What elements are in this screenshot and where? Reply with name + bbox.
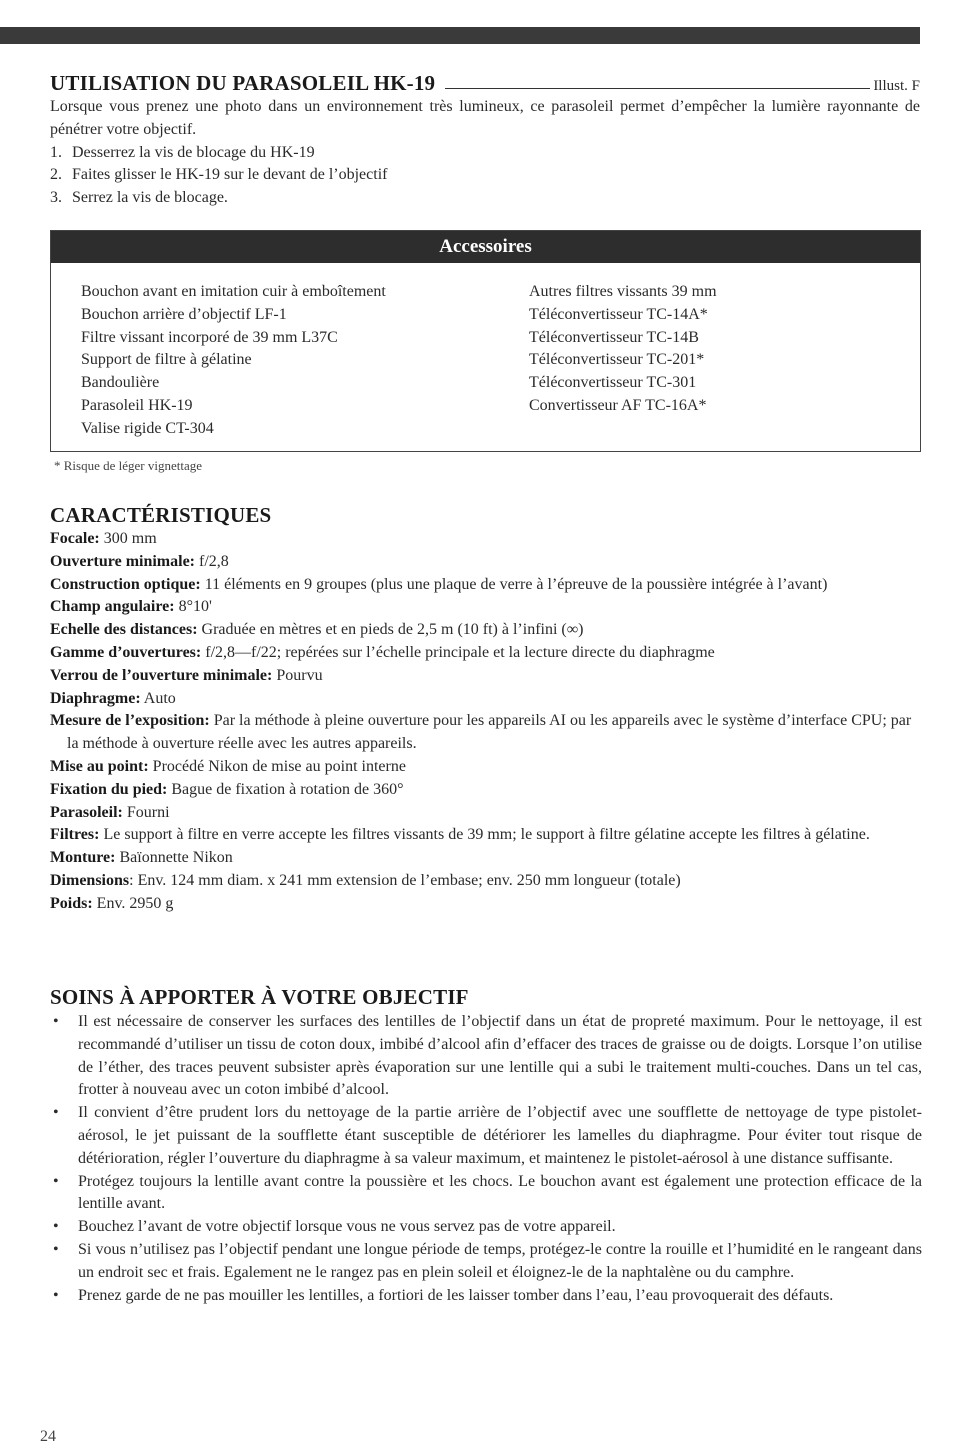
spec-row: Echelle des distances: Graduée en mètres et en pieds de 2,5 m (10 ft) à l’infini (∞) <box>50 621 584 639</box>
step-item: 2. Faites glisser le HK-19 sur le devant de l’objectif <box>50 166 388 184</box>
intro-paragraph: Lorsque vous prenez une photo dans un environnement très lumineux, ce parasoleil permet d’empêcher la lumière rayonnante de pénétrer votre objectif. <box>50 98 920 138</box>
bullet-icon: • <box>53 1104 59 1122</box>
spec-row: Parasoleil: Fourni <box>50 803 170 821</box>
list-item: Téléconvertisseur TC-14B <box>529 328 699 346</box>
list-item: • Il convient d’être prudent lors du nettoyage de la partie arrière de l’objectif avec une soufflette de nettoyage de type pistolet-aérosol, le jet puissant de la soufflette étant susceptible de détériorer les lamelles du diaphragme. Pour éviter tout risque de détérioration, régler l’ouverture du diaphragme à sa valeur maximum, et maintenez le pistolet-aérosol à une distance suffisante. <box>50 1102 922 1170</box>
spec-row: Poids: Env. 2950 g <box>50 894 174 912</box>
list-item: Téléconvertisseur TC-201* <box>529 351 705 369</box>
section-lens-hood-heading <box>50 70 920 96</box>
list-item: Autres filtres vissants 39 mm <box>529 283 717 300</box>
list-item: • Bouchez l’avant de votre objectif lorsque vous ne vous servez pas de votre appareil. <box>50 1216 922 1239</box>
list-item: Bandoulière <box>81 374 160 392</box>
list-item: Support de filtre à gélatine <box>81 351 252 369</box>
header-bar <box>0 27 920 44</box>
spec-row: Monture: Baïonnette Nikon <box>50 849 233 867</box>
spec-row: Diaphragme: Auto <box>50 689 176 707</box>
bullet-icon: • <box>53 1240 59 1258</box>
spec-row: Mesure de l’exposition: Par la méthode à pleine ouverture pour les appareils AI ou les appareils avec le système d’interface CPU; par la méthode à ouverture réelle avec les autres appareils. <box>50 712 912 753</box>
accessories-column-right <box>529 281 920 441</box>
accessories-box <box>50 230 921 452</box>
page-number: 24 <box>40 1428 56 1445</box>
list-item: Téléconvertisseur TC-301 <box>529 374 697 392</box>
vignetting-footnote: * Risque de léger vignettage <box>54 458 203 473</box>
section-lens-hood <box>50 70 920 210</box>
illustration-reference: Illust. F <box>873 78 920 94</box>
list-item: Filtre vissant incorporé de 39 mm L37C <box>81 328 338 346</box>
list-item: Convertisseur AF TC-16A* <box>529 396 707 414</box>
list-item: Valise rigide CT-304 <box>81 419 214 437</box>
list-item: Parasoleil HK-19 <box>81 396 193 414</box>
spec-row: Champ angulaire: 8°10' <box>50 598 212 616</box>
spec-row: Focale: 300 mm <box>50 530 157 547</box>
section-lens-care <box>50 984 922 1307</box>
spec-row: Dimensions: Env. 124 mm diam. x 241 mm extension de l’embase; env. 250 mm longueur (totale) <box>50 871 681 889</box>
heading-rule <box>445 88 870 89</box>
accessories-title: Accessoires <box>51 231 920 263</box>
spec-row: Filtres: Le support à filtre en verre accepte les filtres vissants de 39 mm; le support à filtre gélatine accepte les filtres à gélatine. <box>50 826 870 844</box>
bullet-icon: • <box>53 1286 59 1304</box>
list-item: Bouchon arrière d’objectif LF-1 <box>81 305 287 323</box>
list-item: • Il est nécessaire de conserver les surfaces des lentilles de l’objectif dans un état de propreté maximum. Pour le nettoyage, il est recommandé d’utiliser un tissu de coton doux, imbibé d’alcool afin d’effacer des traces de graisse ou de doigts. Lorsque l’on utilise de l’éther, des traces peuvent subsister après évaporation sur une lentille qui a subi le traitement multi-couches. Dans un tel cas, frotter à nouveau avec un coton imbibé d’alcool. <box>50 1011 922 1102</box>
bullet-icon: • <box>53 1172 59 1190</box>
list-item: • Prenez garde de ne pas mouiller les lentilles, a fortiori de les laisser tomber dans l’eau, l’eau provoquerait des défauts. <box>50 1285 922 1308</box>
bullet-icon: • <box>53 1218 59 1236</box>
list-item: • Protégez toujours la lentille avant contre la poussière et les chocs. Le bouchon avant est également une protection efficace de la lentille avant. <box>50 1171 922 1217</box>
spec-row: Verrou de l’ouverture minimale: Pourvu <box>50 666 323 684</box>
step-item: 1. Desserrez la vis de blocage du HK-19 <box>50 143 315 161</box>
spec-row: Fixation du pied: Bague de fixation à rotation de 360° <box>50 780 404 798</box>
list-item: Téléconvertisseur TC-14A* <box>529 305 708 323</box>
spec-row: Gamme d’ouvertures: f/2,8—f/22; repérées sur l’échelle principale et la lecture directe du diaphragme <box>50 643 715 661</box>
care-title: SOINS À APPORTER À VOTRE OBJECTIF <box>50 985 469 1009</box>
spec-row: Mise au point: Procédé Nikon de mise au point interne <box>50 757 406 775</box>
section-title: UTILISATION DU PARASOLEIL HK-19 <box>50 71 436 95</box>
spec-row: Construction optique: 11 éléments en 9 groupes (plus une plaque de verre à l’épreuve de la poussière intégrée à l’avant) <box>50 575 828 593</box>
accessories-column-left <box>81 281 529 441</box>
section-specifications <box>50 502 920 916</box>
list-item: • Si vous n’utilisez pas l’objectif pendant une longue période de temps, protégez-le contre la rouille et l’humidité en le rangeant dans un endroit sec et frais. Egalement ne le rangez pas en plein soleil et éloignez-le de la naphtalène ou du camphre. <box>50 1239 922 1285</box>
specifications-title: CARACTÉRISTIQUES <box>50 503 272 527</box>
step-item: 3. Serrez la vis de blocage. <box>50 189 228 207</box>
spec-row: Ouverture minimale: f/2,8 <box>50 552 229 570</box>
bullet-icon: • <box>53 1013 59 1030</box>
list-item: Bouchon avant en imitation cuir à emboîtement <box>81 283 386 300</box>
